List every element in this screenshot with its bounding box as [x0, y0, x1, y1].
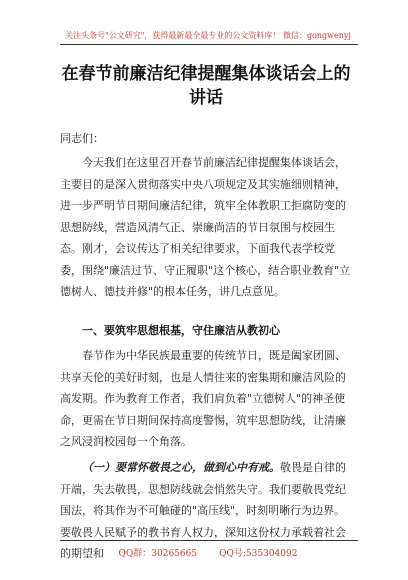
- paragraph-intro: 今天我们在这里召开春节前廉洁纪律提醒集体谈话会，主要目的是深入贯彻落实中央八项规定及其实施细则精神，进一步严明节日期间廉洁纪律，筑牢全体教职工拒腐防变的思想防线，营造风清气正、崇廉尚洁的节日氛围与校园生态。刚才，会议传达了相关纪律要求，下面我代表学校党委，围绕"廉洁过节、守正履职"这个核心，结合职业教育"立德树人、德技并修"的根本任务，讲几点意见。: [60, 156, 351, 298]
- salutation: 同志们：: [60, 132, 104, 145]
- footer-divider: [60, 540, 358, 541]
- subsection-lead: （一）要常怀敬畏之心，做到心中有戒。: [82, 461, 280, 474]
- header-divider: [60, 44, 358, 45]
- section-heading-1: 一、要筑牢思想根基，守住廉洁从教初心: [82, 324, 280, 337]
- paragraph-section-1: 春节作为中华民族最重要的传统节日，既是阖家团圆、共享天伦的美好时刻，也是人情往来的密集期和廉洁风险的高发期。作为教育工作者，我们肩负着"立德树人"的神圣使命，更需在节日期间保持高度警惕，筑牢思想防线，让清廉之风浸润校园每一个角落。: [60, 349, 346, 448]
- document-title: 在春节前廉洁纪律提醒集体谈话会上的讲话: [61, 64, 351, 108]
- subsection-text: 敬畏是自律的开端，失去敬畏，思想防线就会悄然失守。我们要敬畏党纪国法，将其作为不可触碰的"高压线"，时刻明晰行为边界。要敬畏人民赋予的教书育人权力，深知这份权力承载着社会的期望和: [60, 461, 346, 560]
- footer-qq-group: QQ群：30265665: [118, 549, 198, 559]
- page-footer: [60, 546, 356, 559]
- page-header: 关注头条号"公文研究"，获得最新最全最专业的公文资料库！ 微信：gongwenyj: [65, 31, 351, 40]
- footer-qq: QQ号:535304092: [219, 549, 298, 559]
